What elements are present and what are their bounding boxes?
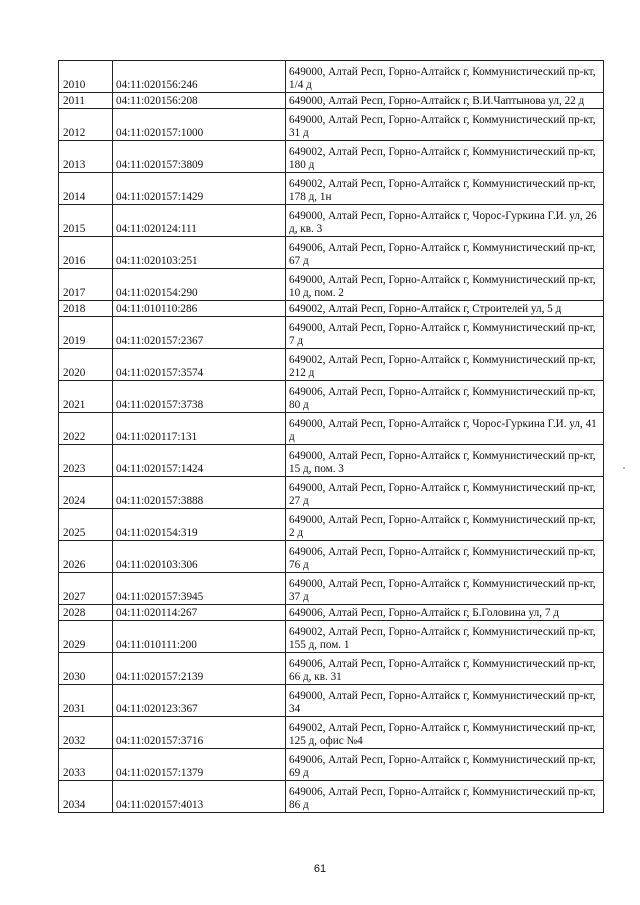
row-number: 2027 [59, 573, 113, 605]
address: 649000, Алтай Респ, Горно-Алтайск г, Коммунистический пр-кт, 34 [286, 685, 604, 717]
cadastral-number: 04:11:020156:208 [113, 93, 286, 109]
address: 649000, Алтай Респ, Горно-Алтайск г, Коммунистический пр-кт, 7 д [286, 317, 604, 349]
address: 649000, Алтай Респ, Горно-Алтайск г, Коммунистический пр-кт, 37 д [286, 573, 604, 605]
address: 649002, Алтай Респ, Горно-Алтайск г, Строителей ул, 5 д [286, 301, 604, 317]
cadastral-number: 04:11:020156:246 [113, 61, 286, 93]
address: 649006, Алтай Респ, Горно-Алтайск г, Коммунистический пр-кт, 69 д [286, 749, 604, 781]
row-number: 2023 [59, 445, 113, 477]
table-row [59, 61, 604, 93]
table-row [59, 413, 604, 445]
cadastral-number: 04:11:020157:3888 [113, 477, 286, 509]
row-number: 2014 [59, 173, 113, 205]
address: 649002, Алтай Респ, Горно-Алтайск г, Коммунистический пр-кт, 155 д, пом. 1 [286, 621, 604, 653]
cadastral-number: 04:11:020124:111 [113, 205, 286, 237]
row-number: 2022 [59, 413, 113, 445]
address: 649006, Алтай Респ, Горно-Алтайск г, Б.Головина ул, 7 д [286, 605, 604, 621]
row-number: 2032 [59, 717, 113, 749]
cadastral-number: 04:11:020154:290 [113, 269, 286, 301]
cadastral-number: 04:11:020103:251 [113, 237, 286, 269]
cadastral-number: 04:11:010110:286 [113, 301, 286, 317]
row-number: 2033 [59, 749, 113, 781]
row-number: 2011 [59, 93, 113, 109]
cadastral-number: 04:11:020157:1429 [113, 173, 286, 205]
address: 649006, Алтай Респ, Горно-Алтайск г, Коммунистический пр-кт, 76 д [286, 541, 604, 573]
table-row [59, 573, 604, 605]
row-number: 2020 [59, 349, 113, 381]
row-number: 2013 [59, 141, 113, 173]
cadastral-number: 04:11:020157:2139 [113, 653, 286, 685]
address: 649006, Алтай Респ, Горно-Алтайск г, Коммунистический пр-кт, 86 д [286, 781, 604, 813]
cadastral-number: 04:11:010111:200 [113, 621, 286, 653]
address: 649000, Алтай Респ, Горно-Алтайск г, В.И.Чаптынова ул, 22 д [286, 93, 604, 109]
table-row [59, 173, 604, 205]
table-row [59, 477, 604, 509]
address: 649000, Алтай Респ, Горно-Алтайск г, Коммунистический пр-кт, 27 д [286, 477, 604, 509]
registry-table [58, 60, 604, 813]
table-row [59, 509, 604, 541]
cadastral-number: 04:11:020157:1424 [113, 445, 286, 477]
row-number: 2025 [59, 509, 113, 541]
cadastral-number: 04:11:020157:3738 [113, 381, 286, 413]
row-number: 2029 [59, 621, 113, 653]
row-number: 2015 [59, 205, 113, 237]
address: 649000, Алтай Респ, Горно-Алтайск г, Чорос-Гуркина Г.И. ул, 26 д, кв. 3 [286, 205, 604, 237]
registry-table-body [59, 61, 604, 813]
row-number: 2026 [59, 541, 113, 573]
table-row [59, 621, 604, 653]
cadastral-number: 04:11:020154:319 [113, 509, 286, 541]
cadastral-number: 04:11:020117:131 [113, 413, 286, 445]
row-number: 2016 [59, 237, 113, 269]
row-number: 2010 [59, 61, 113, 93]
address: 649006, Алтай Респ, Горно-Алтайск г, Коммунистический пр-кт, 67 д [286, 237, 604, 269]
row-number: 2017 [59, 269, 113, 301]
address: 649006, Алтай Респ, Горно-Алтайск г, Коммунистический пр-кт, 66 д, кв. 31 [286, 653, 604, 685]
table-row [59, 349, 604, 381]
row-number: 2030 [59, 653, 113, 685]
cadastral-number: 04:11:020157:3945 [113, 573, 286, 605]
scan-mark [623, 467, 625, 469]
table-row [59, 445, 604, 477]
table-row [59, 749, 604, 781]
cadastral-number: 04:11:020157:1000 [113, 109, 286, 141]
table-row [59, 269, 604, 301]
table-row [59, 205, 604, 237]
table-row [59, 781, 604, 813]
row-number: 2034 [59, 781, 113, 813]
cadastral-number: 04:11:020123:367 [113, 685, 286, 717]
cadastral-number: 04:11:020157:1379 [113, 749, 286, 781]
cadastral-number: 04:11:020157:3574 [113, 349, 286, 381]
table-row [59, 685, 604, 717]
cadastral-number: 04:11:020114:267 [113, 605, 286, 621]
address: 649002, Алтай Респ, Горно-Алтайск г, Коммунистический пр-кт, 125 д, офис №4 [286, 717, 604, 749]
table-row [59, 237, 604, 269]
cadastral-number: 04:11:020103:306 [113, 541, 286, 573]
cadastral-number: 04:11:020157:3809 [113, 141, 286, 173]
row-number: 2031 [59, 685, 113, 717]
table-row [59, 93, 604, 109]
table-row [59, 141, 604, 173]
address: 649000, Алтай Респ, Горно-Алтайск г, Коммунистический пр-кт, 1/4 д [286, 61, 604, 93]
table-row [59, 541, 604, 573]
table-row [59, 717, 604, 749]
address: 649000, Алтай Респ, Горно-Алтайск г, Коммунистический пр-кт, 15 д, пом. 3 [286, 445, 604, 477]
row-number: 2028 [59, 605, 113, 621]
table-row [59, 301, 604, 317]
page-number: 61 [313, 863, 327, 875]
cadastral-number: 04:11:020157:3716 [113, 717, 286, 749]
table-row [59, 381, 604, 413]
row-number: 2012 [59, 109, 113, 141]
table-row [59, 109, 604, 141]
address: 649000, Алтай Респ, Горно-Алтайск г, Коммунистический пр-кт, 10 д, пом. 2 [286, 269, 604, 301]
address: 649002, Алтай Респ, Горно-Алтайск г, Коммунистический пр-кт, 212 д [286, 349, 604, 381]
table-row [59, 605, 604, 621]
table-row [59, 653, 604, 685]
address: 649006, Алтай Респ, Горно-Алтайск г, Коммунистический пр-кт, 80 д [286, 381, 604, 413]
cadastral-number: 04:11:020157:4013 [113, 781, 286, 813]
row-number: 2021 [59, 381, 113, 413]
address: 649002, Алтай Респ, Горно-Алтайск г, Коммунистический пр-кт, 180 д [286, 141, 604, 173]
row-number: 2024 [59, 477, 113, 509]
address: 649000, Алтай Респ, Горно-Алтайск г, Чорос-Гуркина Г.И. ул, 41 д [286, 413, 604, 445]
cadastral-number: 04:11:020157:2367 [113, 317, 286, 349]
address: 649000, Алтай Респ, Горно-Алтайск г, Коммунистический пр-кт, 2 д [286, 509, 604, 541]
address: 649002, Алтай Респ, Горно-Алтайск г, Коммунистический пр-кт, 178 д, 1н [286, 173, 604, 205]
table-row [59, 317, 604, 349]
row-number: 2019 [59, 317, 113, 349]
row-number: 2018 [59, 301, 113, 317]
address: 649000, Алтай Респ, Горно-Алтайск г, Коммунистический пр-кт, 31 д [286, 109, 604, 141]
